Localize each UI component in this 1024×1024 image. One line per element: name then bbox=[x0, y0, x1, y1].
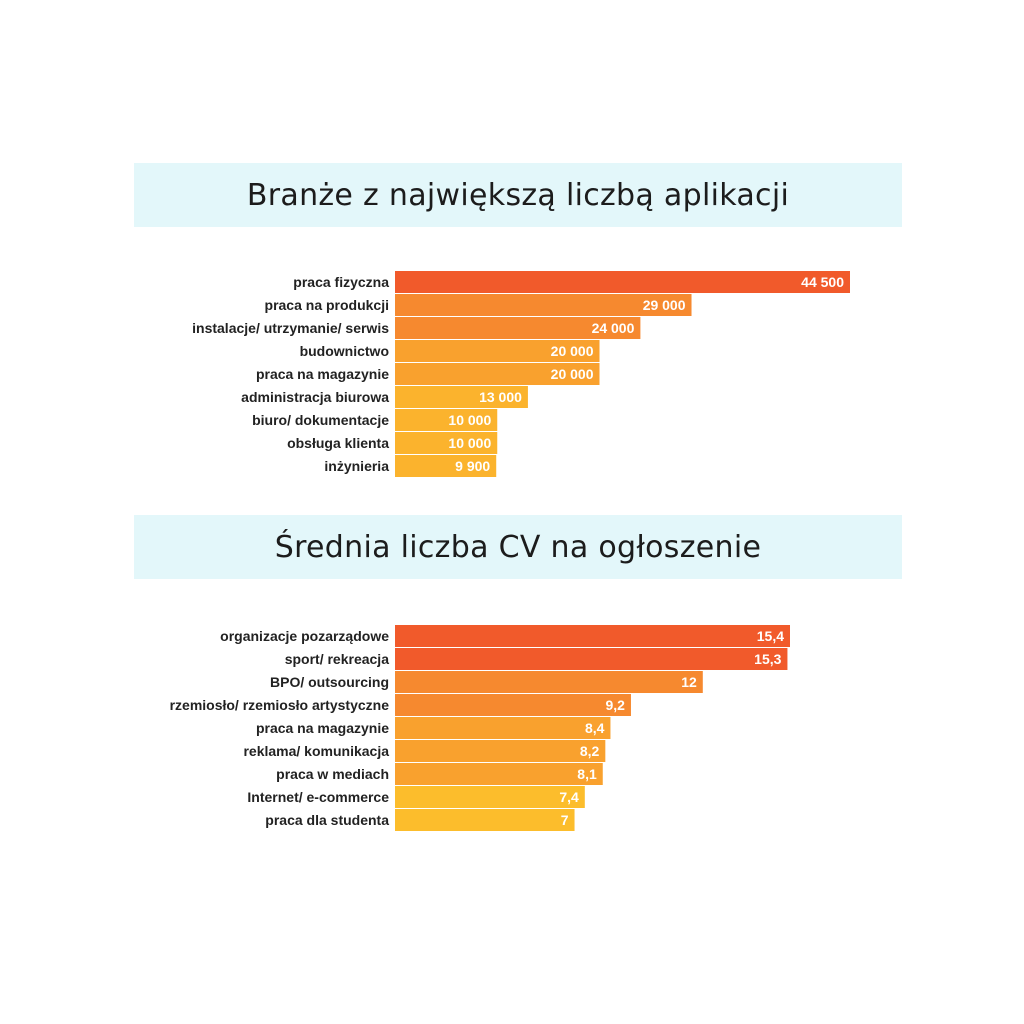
category-label: reklama/ komunikacja bbox=[243, 743, 389, 759]
category-label: praca na produkcji bbox=[264, 297, 389, 313]
value-label: 8,1 bbox=[577, 766, 597, 782]
category-label: Internet/ e-commerce bbox=[247, 789, 389, 805]
bar bbox=[395, 809, 575, 831]
value-label: 8,2 bbox=[579, 743, 600, 759]
value-label: 15,3 bbox=[754, 651, 782, 667]
bar bbox=[395, 763, 603, 785]
value-label: 10 000 bbox=[448, 435, 492, 451]
value-label: 20 000 bbox=[550, 366, 594, 382]
category-label: budownictwo bbox=[299, 343, 389, 359]
bar bbox=[395, 717, 610, 739]
category-label: sport/ rekreacja bbox=[284, 651, 389, 667]
value-label: 8,4 bbox=[584, 720, 605, 736]
category-label: praca w mediach bbox=[276, 766, 389, 782]
chart-title-cv-per-ad: Średnia liczba CV na ogłoszenie bbox=[134, 515, 902, 579]
value-label: 24 000 bbox=[591, 320, 635, 336]
category-label: inżynieria bbox=[324, 458, 389, 474]
value-label: 20 000 bbox=[550, 343, 594, 359]
category-label: organizacje pozarządowe bbox=[220, 628, 389, 644]
bar-chart-applications bbox=[0, 268, 1024, 483]
category-label: administracja biurowa bbox=[241, 389, 389, 405]
category-label: BPO/ outsourcing bbox=[270, 674, 389, 690]
bar bbox=[395, 671, 703, 693]
category-label: biuro/ dokumentacje bbox=[252, 412, 389, 428]
bar bbox=[395, 786, 585, 808]
category-label: praca fizyczna bbox=[293, 274, 389, 290]
chart-title-applications: Branże z największą liczbą aplikacji bbox=[134, 163, 902, 227]
value-label: 44 500 bbox=[801, 274, 844, 290]
bar-chart-cv-per-ad bbox=[0, 622, 1024, 837]
bar bbox=[395, 625, 790, 647]
category-label: obsługa klienta bbox=[287, 435, 389, 451]
bar bbox=[395, 648, 787, 670]
category-label: instalacje/ utrzymanie/ serwis bbox=[192, 320, 389, 336]
category-label: praca dla studenta bbox=[265, 812, 389, 828]
category-label: praca na magazynie bbox=[255, 366, 389, 382]
value-label: 29 000 bbox=[642, 297, 686, 313]
value-label: 7,4 bbox=[559, 789, 579, 805]
value-label: 12 bbox=[681, 674, 697, 690]
bar bbox=[395, 694, 631, 716]
bar bbox=[395, 271, 850, 293]
value-label: 15,4 bbox=[756, 628, 784, 644]
value-label: 10 000 bbox=[448, 412, 492, 428]
value-label: 13 000 bbox=[479, 389, 522, 405]
category-label: rzemiosło/ rzemiosło artystyczne bbox=[169, 697, 389, 713]
value-label: 7 bbox=[560, 812, 569, 828]
value-label: 9,2 bbox=[605, 697, 625, 713]
bar bbox=[395, 740, 605, 762]
value-label: 9 900 bbox=[455, 458, 491, 474]
category-label: praca na magazynie bbox=[255, 720, 389, 736]
